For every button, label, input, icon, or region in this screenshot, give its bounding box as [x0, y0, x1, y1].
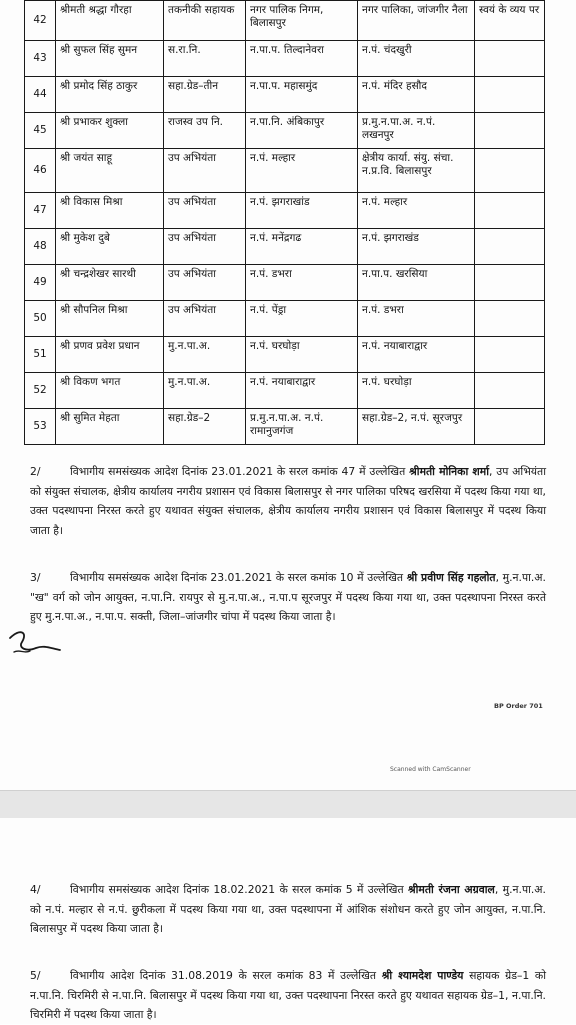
- table-row: [25, 1, 545, 41]
- remark: [475, 301, 545, 337]
- remark: [475, 337, 545, 373]
- employee-name: श्री मुकेश दुबे: [56, 229, 164, 265]
- signature-mark: [6, 618, 66, 662]
- row-number: 48: [25, 229, 56, 265]
- current-posting: न.पा.प. महासमुंद: [246, 77, 358, 113]
- new-posting: न.पं. नयाबाराद्वार: [358, 337, 475, 373]
- table-row: [25, 337, 545, 373]
- employee-name: श्री प्रणव प्रवेश प्रधान: [56, 337, 164, 373]
- paragraph-number: 3/: [30, 571, 41, 584]
- row-number: 46: [25, 149, 56, 193]
- current-posting: न.पं. घरघोड़ा: [246, 337, 358, 373]
- remark: [475, 229, 545, 265]
- table-row: [25, 301, 545, 337]
- row-number: 47: [25, 193, 56, 229]
- remark: [475, 373, 545, 409]
- new-posting: प्र.मु.न.पा.अ. न.पं. लखनपुर: [358, 113, 475, 149]
- designation: मु.न.पा.अ.: [164, 373, 246, 409]
- paragraph-2: 2/ विभागीय समसंख्यक आदेश दिनांक 23.01.2021 के सरल कमांक 47 में उल्लेखित श्रीमती मोनिका शर्मा, उप अभियंता को संयुक्त संचालक, क्षेत्रीय कार्यालय नगरीय प्रशासन एवं विकास बिलासपुर से नगर पालिका परिषद खरसिया में पदस्थ किया गया था, उक्त पदस्थापना निरस्त करते हुए यथावत संयुक्त संचालक, क्षेत्रीय कार्यालय नगरीय प्रशासन एवं विकास बिलासपुर में पदस्थ किया जाता है।: [30, 462, 546, 540]
- current-posting: न.पं. पेंड्रा: [246, 301, 358, 337]
- current-posting: नगर पालिक निगम, बिलासपुर: [246, 1, 358, 41]
- employee-name: श्री सुमित मेहता: [56, 409, 164, 445]
- remark: [475, 193, 545, 229]
- order-reference: BP Order 701: [494, 702, 543, 710]
- row-number: 52: [25, 373, 56, 409]
- remark: [475, 265, 545, 301]
- current-posting: न.पा.प. तिल्दानेवरा: [246, 41, 358, 77]
- designation: राजस्व उप नि.: [164, 113, 246, 149]
- employee-name: श्री चन्द्रशेखर सारथी: [56, 265, 164, 301]
- row-number: 51: [25, 337, 56, 373]
- employee-name: श्रीमती श्रद्धा गौरहा: [56, 1, 164, 41]
- designation: स.रा.नि.: [164, 41, 246, 77]
- current-posting: न.पं. झगराखांड: [246, 193, 358, 229]
- table-row: [25, 113, 545, 149]
- paragraph-4: 4/ विभागीय समसंख्यक आदेश दिनांक 18.02.2021 के सरल कमांक 5 में उल्लेखित श्रीमती रंजना अग्रवाल, मु.न.पा.अ. को न.पं. मल्हार से न.पं. छुरीकला में पदस्थ किया गया था, उक्त पदस्थापना में आंशिक संशोधन करते हुए जोन आयुक्त, न.पा.नि. बिलासपुर में पदस्थ किया जाता है।: [30, 880, 546, 939]
- table-row: [25, 265, 545, 301]
- table-row: [25, 229, 545, 265]
- employee-name: श्री प्रभाकर शुक्ला: [56, 113, 164, 149]
- new-posting: न.पा.प. खरसिया: [358, 265, 475, 301]
- row-number: 45: [25, 113, 56, 149]
- designation: उप अभियंता: [164, 229, 246, 265]
- new-posting: न.पं. घरघोड़ा: [358, 373, 475, 409]
- paragraph-5: 5/ विभागीय आदेश दिनांक 31.08.2019 के सरल कमांक 83 में उल्लेखित श्री श्यामदेश पाण्डेय सहायक ग्रेड–1 को न.पा.नि. चिरमिरी से न.पा.नि. बिलासपुर में पदस्थ किया गया था, उक्त पदस्थापना निरस्त करते हुए यथावत सहायक ग्रेड–1, न.पा.नि. चिरमिरी में पदस्थ किया जाता है।: [30, 966, 546, 1025]
- transfer-table: [24, 0, 545, 445]
- designation: उप अभियंता: [164, 193, 246, 229]
- row-number: 50: [25, 301, 56, 337]
- employee-name: श्री सौपनिल मिश्रा: [56, 301, 164, 337]
- current-posting: न.पं. मल्हार: [246, 149, 358, 193]
- table-row: [25, 193, 545, 229]
- new-posting: नगर पालिका, जांजगीर नैला: [358, 1, 475, 41]
- new-posting: न.पं. मंदिर हसौद: [358, 77, 475, 113]
- current-posting: न.पं. डभरा: [246, 265, 358, 301]
- current-posting: न.पा.नि. अंबिकापुर: [246, 113, 358, 149]
- designation: उप अभियंता: [164, 301, 246, 337]
- employee-name: श्री जयंत साहू: [56, 149, 164, 193]
- paragraph-3: 3/ विभागीय समसंख्यक आदेश दिनांक 23.01.2021 के सरल कमांक 10 में उल्लेखित श्री प्रवीण सिंह गहलोत, मु.न.पा.अ. "ख" वर्ग को जोन आयुक्त, न.पा.नि. रायपुर से मु.न.पा.अ., न.पा.प सूरजपुर में पदस्थ किया गया था, उक्त पदस्थापना निरस्त करते हुए मु.न.पा.अ., न.पा.प. सक्ती, जिला–जांजगीर चांपा में पदस्थ किया जाता है।: [30, 568, 546, 627]
- designation: उप अभियंता: [164, 265, 246, 301]
- employee-name: श्री विकास मिश्रा: [56, 193, 164, 229]
- table-row: [25, 409, 545, 445]
- officer-name: श्री श्यामदेश पाण्डेय: [381, 969, 464, 982]
- document-page-2: [0, 818, 576, 1024]
- new-posting: न.पं. चंदखुरी: [358, 41, 475, 77]
- table-row: [25, 41, 545, 77]
- officer-name: श्री प्रवीण सिंह गहलोत: [406, 571, 496, 584]
- row-number: 44: [25, 77, 56, 113]
- remark: [475, 77, 545, 113]
- scanner-watermark: Scanned with CamScanner: [390, 766, 471, 773]
- officer-name: श्रीमती रंजना अग्रवाल: [407, 883, 495, 896]
- table-row: [25, 149, 545, 193]
- designation: सहा.ग्रेड–तीन: [164, 77, 246, 113]
- new-posting: न.पं. झगराखंड: [358, 229, 475, 265]
- remark: [475, 149, 545, 193]
- page-separator: [0, 790, 576, 820]
- designation: सहा.ग्रेड–2: [164, 409, 246, 445]
- new-posting: सहा.ग्रेड–2, न.पं. सूरजपुर: [358, 409, 475, 445]
- remark: [475, 409, 545, 445]
- officer-name: श्रीमती मोनिका शर्मा: [409, 465, 490, 478]
- table-row: [25, 373, 545, 409]
- paragraph-number: 2/: [30, 465, 41, 478]
- remark: [475, 113, 545, 149]
- current-posting: न.पं. नयाबाराद्वार: [246, 373, 358, 409]
- new-posting: न.पं. डभरा: [358, 301, 475, 337]
- row-number: 53: [25, 409, 56, 445]
- table-row: [25, 77, 545, 113]
- employee-name: श्री सुफल सिंह सुमन: [56, 41, 164, 77]
- row-number: 49: [25, 265, 56, 301]
- current-posting: प्र.मु.न.पा.अ. न.पं. रामानुजगंज: [246, 409, 358, 445]
- remark: [475, 41, 545, 77]
- paragraph-number: 4/: [30, 883, 41, 896]
- designation: उप अभियंता: [164, 149, 246, 193]
- row-number: 43: [25, 41, 56, 77]
- designation: तकनीकी सहायक: [164, 1, 246, 41]
- paragraph-number: 5/: [30, 969, 41, 982]
- row-number: 42: [25, 1, 56, 41]
- remark: स्वयं के व्यय पर: [475, 1, 545, 41]
- designation: मु.न.पा.अ.: [164, 337, 246, 373]
- employee-name: श्री विकण भगत: [56, 373, 164, 409]
- new-posting: क्षेत्रीय कार्या. संयु. संचा. न.प्र.वि. बिलासपुर: [358, 149, 475, 193]
- employee-name: श्री प्रमोद सिंह ठाकुर: [56, 77, 164, 113]
- new-posting: न.पं. मल्हार: [358, 193, 475, 229]
- current-posting: न.पं. मनेंद्रगढ: [246, 229, 358, 265]
